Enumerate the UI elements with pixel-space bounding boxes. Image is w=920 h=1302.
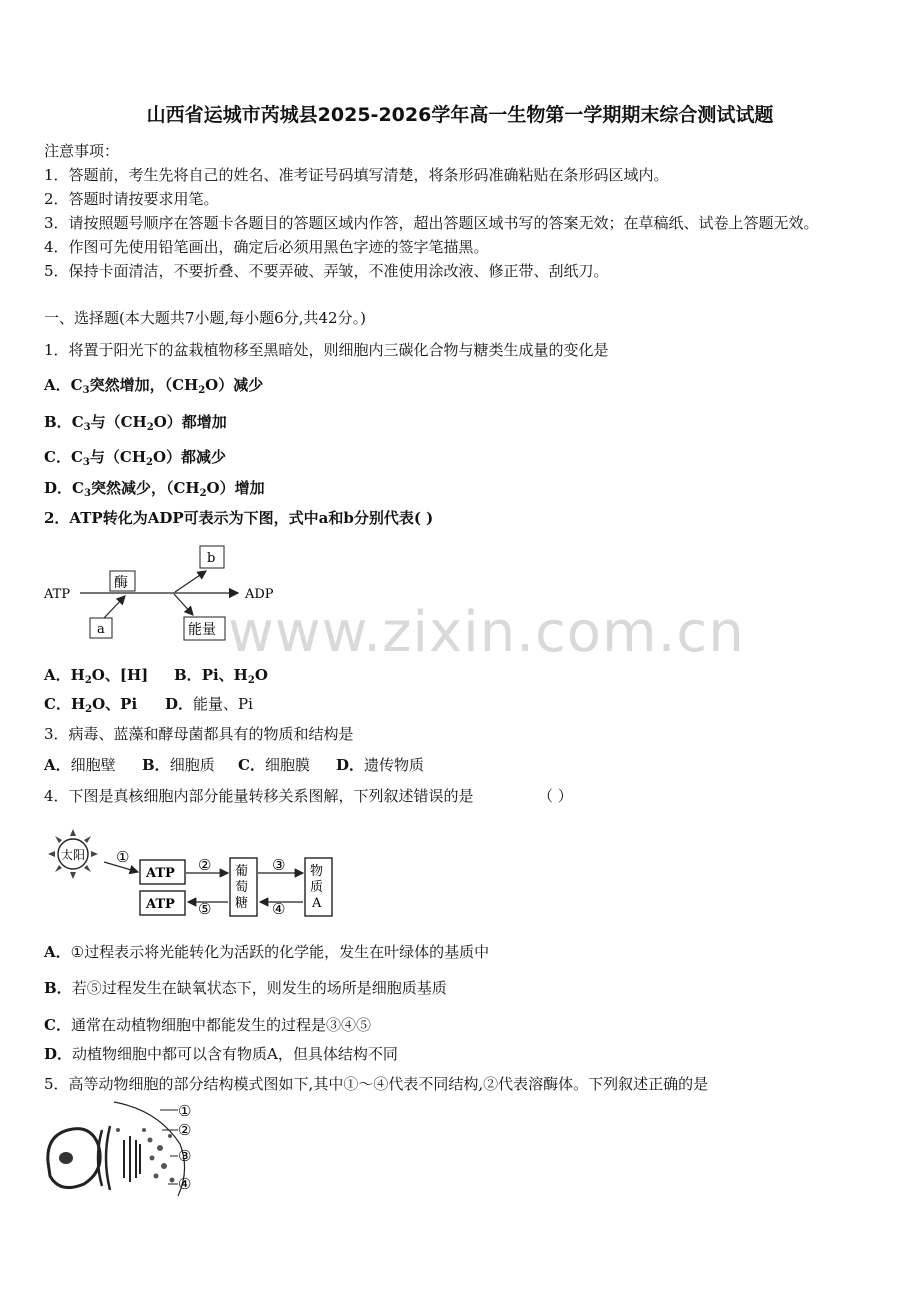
nucleolus: [59, 1152, 73, 1164]
svg-text:物: 物: [310, 864, 324, 879]
question-3-option-a: A．细胞壁: [44, 756, 116, 774]
diagram-b-label: b: [207, 551, 216, 566]
structure-4-label: ④: [178, 1175, 192, 1193]
process-4-label: ④: [272, 900, 286, 918]
process-3-label: ③: [272, 856, 286, 874]
diagram-enzyme-label: 酶: [114, 575, 128, 591]
nucleus-envelope: [48, 1129, 100, 1188]
svg-text:萄: 萄: [235, 880, 249, 895]
note-item: 5．保持卡面清洁，不要折叠、不要弄破、弄皱，不准使用涂改液、修正带、刮纸刀。: [44, 262, 609, 280]
question-3-option-b: B．细胞质: [142, 756, 215, 774]
question-5-stem: 5．高等动物细胞的部分结构模式图如下,其中①～④代表不同结构,②代表溶酶体。下列叙述正确的是: [44, 1075, 709, 1093]
question-2-option-c: C．$H_2O$、Pi: [44, 695, 138, 715]
question-3-option-d: D．遗传物质: [336, 756, 425, 774]
question-4-paren: （ ）: [538, 787, 573, 805]
note-item: 4．作图可先使用铅笔画出，确定后必须用黑色字迹的签字笔描黑。: [44, 238, 489, 256]
question-2-option-a: A．$H_2O$、[H]: [44, 666, 149, 686]
question-3-option-c: C．细胞膜: [238, 756, 310, 774]
question-2-stem: 2．ATP转化为ADP可表示为下图，式中a和b分别代表( ): [44, 509, 434, 527]
watermark: www.zixin.com.cn: [228, 600, 745, 665]
note-item: 2．答题时请按要求用笔。: [44, 190, 219, 208]
b-arrow: [175, 571, 206, 592]
notes-heading: 注意事项：: [44, 142, 120, 160]
note-item: 3．请按照题号顺序在答题卡各题目的答题区域内作答，超出答题区域书写的答案无效；在草稿纸、试卷上答题无效。: [44, 214, 819, 232]
section-heading: 一、选择题(本大题共7小题,每小题6分,共42分。): [44, 309, 366, 327]
question-1-option-a: A．$C_3$突然增加，$(CH_2O)$减少: [44, 376, 264, 396]
process-2-label: ②: [198, 856, 212, 874]
question-3-stem: 3．病毒、蓝藻和酵母菌都具有的物质和结构是: [44, 725, 354, 743]
question-1-stem: 1．将置于阳光下的盆栽植物移至黑暗处，则细胞内三碳化合物与糖类生成量的变化是: [44, 341, 609, 359]
sun-label: 太阳: [61, 848, 86, 862]
page-title: 山西省运城市芮城县2025-2026学年高一生物第一学期期末综合测试试题: [146, 104, 774, 126]
atp-label-1: ATP: [146, 866, 175, 881]
question-4-option-a: A．①过程表示将光能转化为活跃的化学能，发生在叶绿体的基质中: [44, 943, 490, 961]
energy-arrow: [174, 594, 193, 615]
question-4-option-c: C．通常在动植物细胞中都能发生的过程是③④⑤: [44, 1016, 371, 1034]
golgi-apparatus: [124, 1136, 140, 1182]
svg-text:A: A: [312, 896, 322, 911]
question-4-option-d: D．动植物细胞中都可以含有物质A，但具体结构不同: [44, 1045, 398, 1063]
diagram-atp-label: ATP: [44, 587, 71, 602]
diagram-adp-label: ADP: [245, 587, 274, 602]
svg-text:糖: 糖: [235, 896, 249, 911]
question-1-option-b: B．$C_3$与$(CH_2O)$都增加: [44, 413, 227, 433]
question-4-stem: 4．下图是真核细胞内部分能量转移关系图解，下列叙述错误的是: [44, 787, 474, 805]
question-1-option-c: C．$C_3$与$(CH_2O)$都减少: [44, 448, 227, 468]
svg-text:葡: 葡: [235, 864, 249, 879]
animal-cell-diagram: [40, 1100, 210, 1200]
structure-1-label: ①: [178, 1102, 192, 1120]
diagram-a-label: a: [97, 622, 105, 637]
structure-2-label: ②: [178, 1121, 192, 1139]
atp-label-2: ATP: [146, 897, 175, 912]
process-5-label: ⑤: [198, 900, 212, 918]
a-arrow: [104, 596, 125, 618]
question-2-option-d: D．能量、Pi: [165, 695, 253, 713]
energy-transfer-diagram: [0, 820, 350, 925]
process-1-label: ①: [116, 848, 130, 866]
question-4-option-b: B．若⑤过程发生在缺氧状态下，则发生的场所是细胞质基质: [44, 979, 447, 997]
question-2-option-b: B．Pi、$H_2O$: [174, 666, 268, 686]
structure-3-label: ③: [178, 1147, 192, 1165]
question-1-option-d: D．$C_3$突然减少，$(CH_2O)$增加: [44, 479, 265, 499]
note-item: 1．答题前，考生先将自己的姓名、准考证号码填写清楚，将条形码准确粘贴在条形码区域内。: [44, 166, 669, 184]
svg-text:质: 质: [310, 880, 324, 895]
diagram-energy-label: 能量: [188, 622, 216, 638]
